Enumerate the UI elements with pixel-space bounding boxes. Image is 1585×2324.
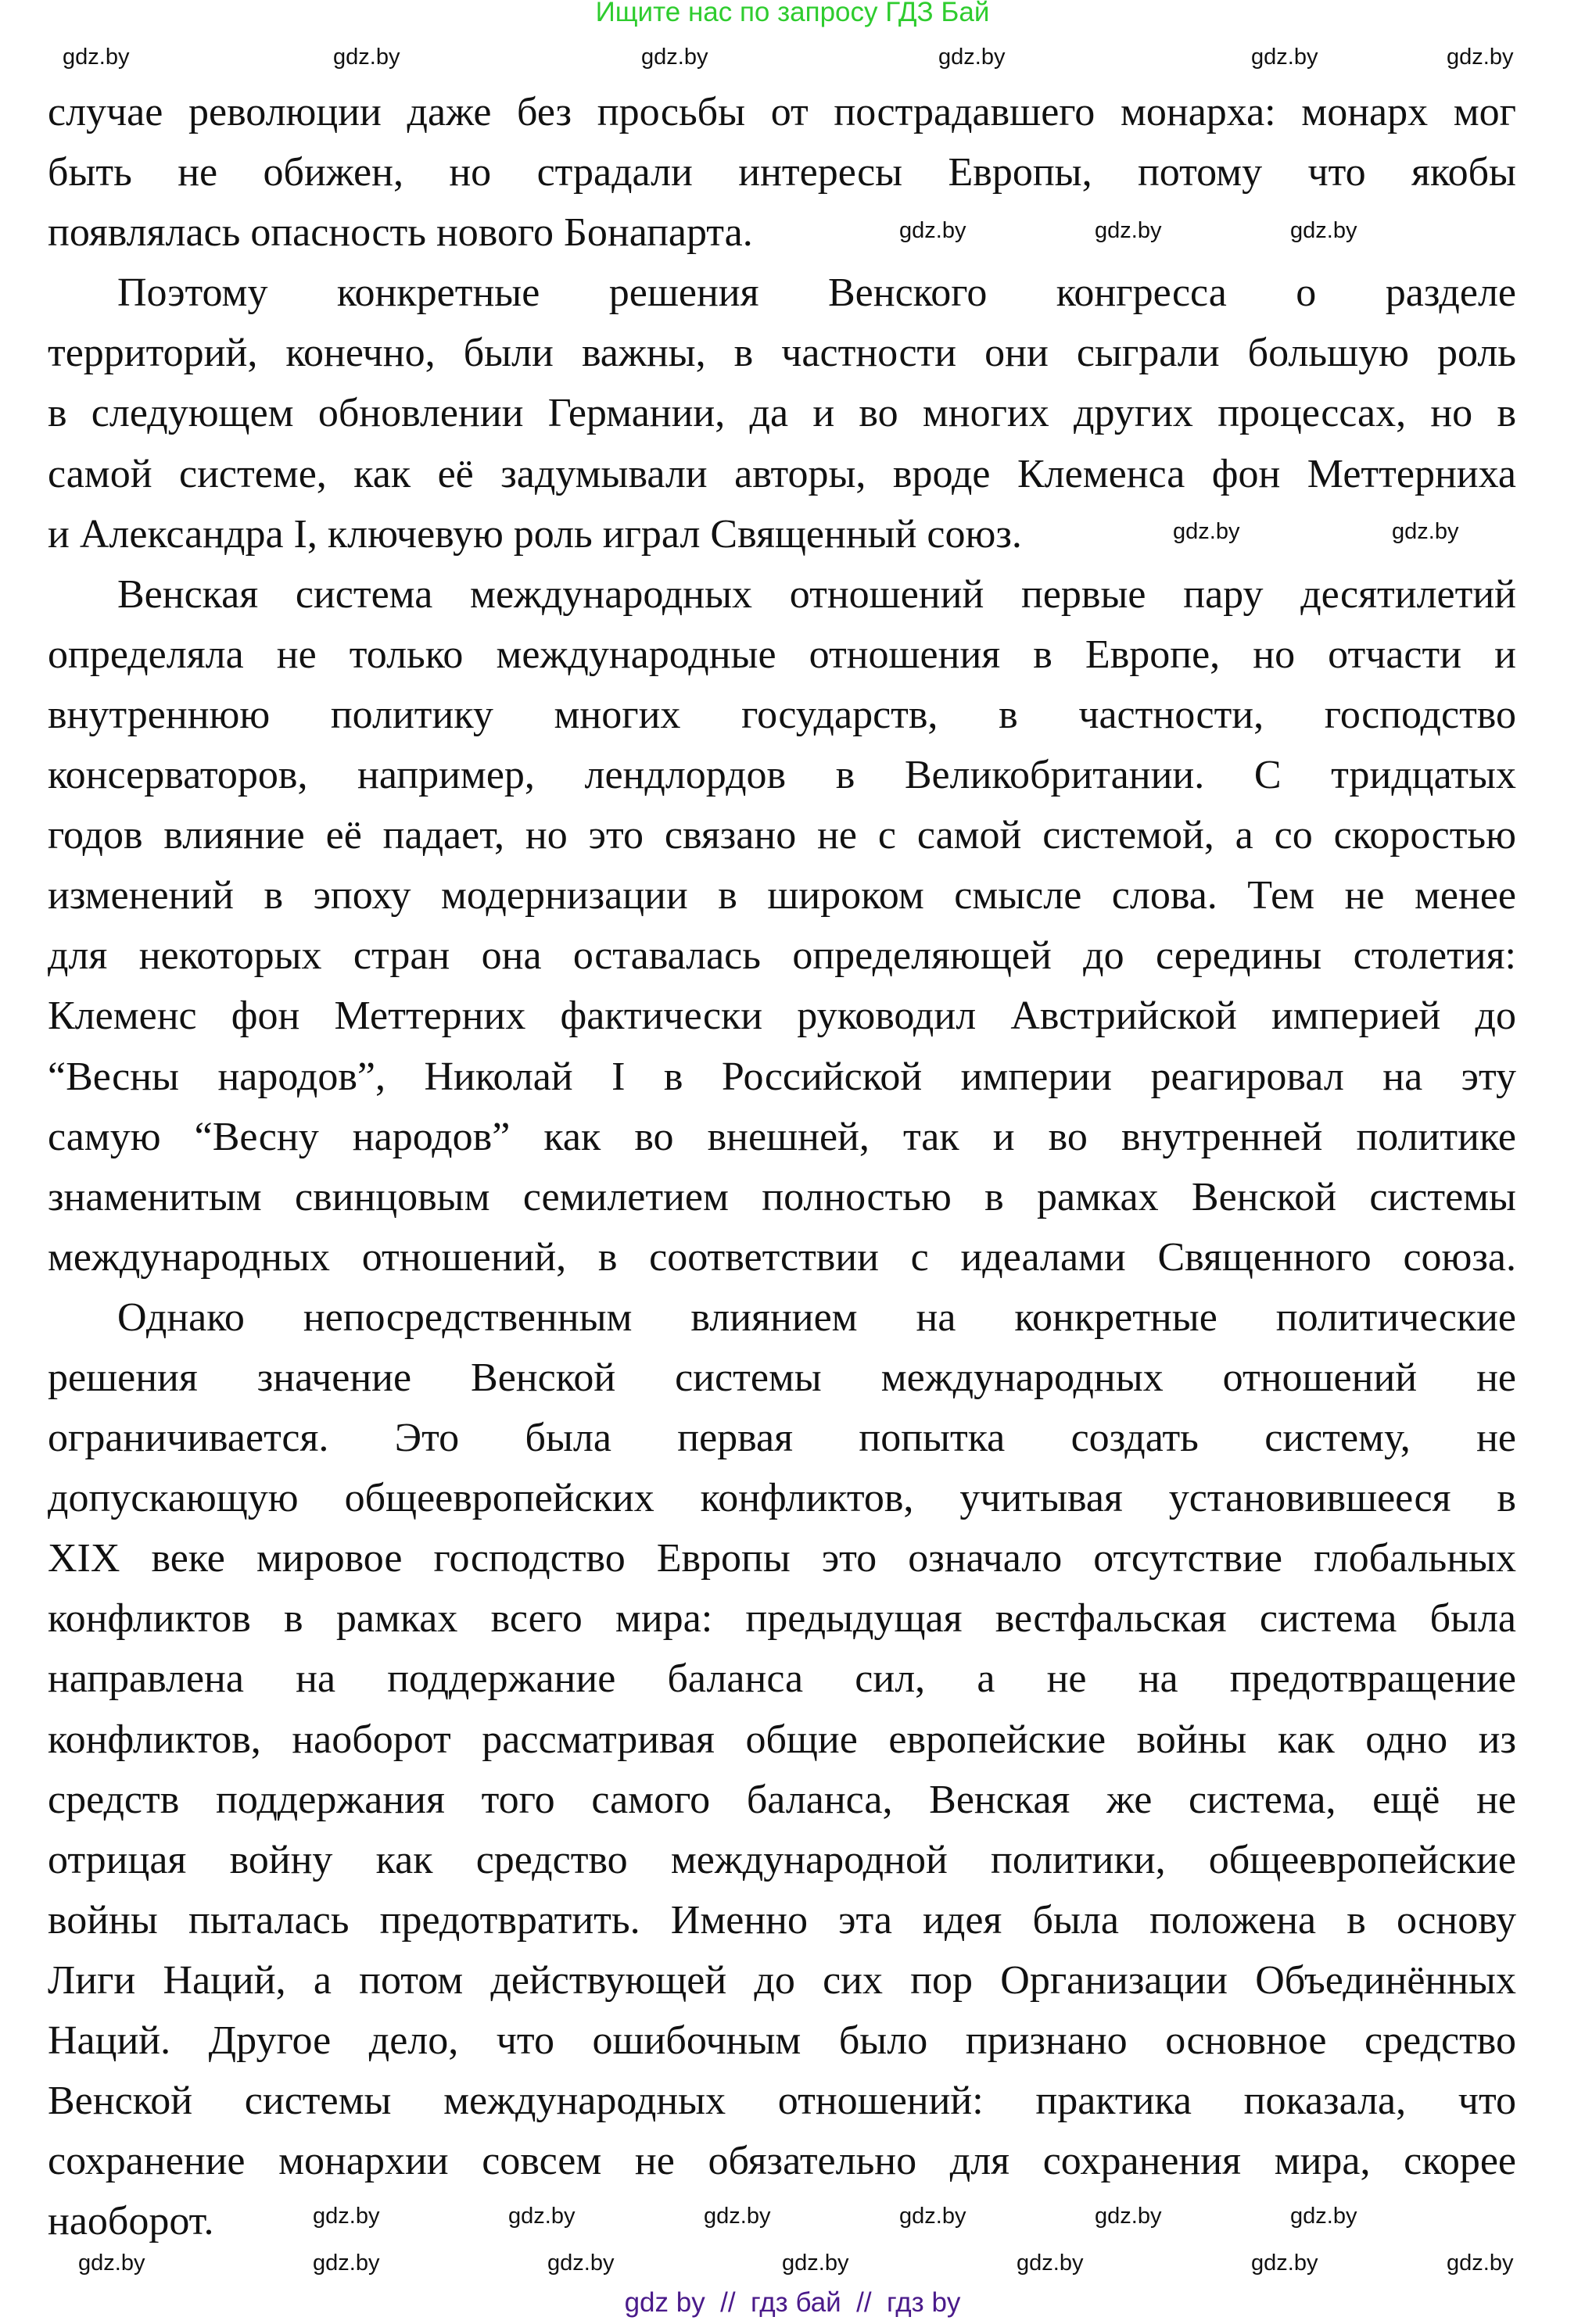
watermark-text: gdz.by	[508, 2204, 576, 2229]
text-line: определяла не только международные отношения в Европе, но отчасти и	[48, 632, 1516, 677]
text-line: ограничивается. Это была первая попытка создать систему, не	[48, 1416, 1516, 1461]
text-line: в следующем обновлении Германии, да и во многих других процессах, но в	[48, 391, 1516, 436]
text-line: Наций. Другое дело, что ошибочным было признано основное средство	[48, 2018, 1516, 2063]
text-line: сохранение монархии совсем не обязательно для сохранения мира, скорее	[48, 2139, 1516, 2184]
watermark-text: gdz.by	[1447, 2251, 1514, 2276]
text-line: Клеменс фон Меттерних фактически руководил Австрийской империей до	[48, 994, 1516, 1039]
watermark-text: gdz.by	[899, 218, 966, 243]
text-line: знаменитым свинцовым семилетием полностью в рамках Венской системы	[48, 1174, 1516, 1219]
text-line: внутреннюю политику многих государств, в частности, господство	[48, 692, 1516, 737]
text-line: конфликтов, наоборот рассматривая общие европейские войны как одно из	[48, 1717, 1516, 1762]
text-line: Однако непосредственным влиянием на конкретные политические	[117, 1294, 1516, 1340]
text-line: “Весны народов”, Николай I в Российской империи реагировал на эту	[48, 1054, 1516, 1099]
watermark-text: gdz.by	[333, 45, 400, 70]
watermark-text: gdz.by	[313, 2251, 380, 2276]
text-line: допускающую общеевропейских конфликтов, учитывая установившееся в	[48, 1476, 1516, 1521]
text-line: и Александра I, ключевую роль играл Священный союз.	[48, 511, 1022, 557]
text-line: самую “Весну народов” как во внешней, так и во внутренней политике	[48, 1114, 1516, 1159]
watermark-text: gdz.by	[704, 2204, 771, 2229]
text-line: международных отношений, в соответствии с идеалами Священного союза.	[48, 1234, 1516, 1280]
text-line: конфликтов в рамках всего мира: предыдущая вестфальская система была	[48, 1596, 1516, 1642]
text-line: средств поддержания того самого баланса, Венская же система, ещё не	[48, 1777, 1516, 1822]
watermark-text: gdz.by	[641, 45, 708, 70]
watermark-text: gdz.by	[1095, 2204, 1162, 2229]
text-line: отрицая войну как средство международной политики, общеевропейские	[48, 1837, 1516, 1882]
footer-links[interactable]: gdz by // гдз бай // гдз by	[624, 2287, 961, 2318]
watermark-text: gdz.by	[1017, 2251, 1084, 2276]
document-body	[48, 82, 1516, 2251]
text-line: годов влияние её падает, но это связано не с самой системой, а со скоростью	[48, 813, 1516, 858]
watermark-text: gdz.by	[899, 2204, 966, 2229]
text-line: Лиги Наций, а потом действующей до сих пор Организации Объединённых	[48, 1957, 1516, 2003]
watermark-text: gdz.by	[1251, 2251, 1318, 2276]
watermark-text: gdz.by	[313, 2204, 380, 2229]
text-line: изменений в эпоху модернизации в широком смысле слова. Тем не менее	[48, 873, 1516, 918]
paragraph	[48, 1287, 1516, 2252]
watermark-text: gdz.by	[1290, 2204, 1357, 2229]
text-line: для некоторых стран она оставалась определяющей до середины столетия:	[48, 933, 1516, 979]
watermark-text: gdz.by	[1251, 45, 1318, 70]
text-line: Венская система международных отношений первые пару десятилетий	[117, 571, 1516, 617]
text-line: территорий, конечно, были важны, в частности они сыграли большую роль	[48, 331, 1516, 376]
watermark-text: gdz.by	[782, 2251, 849, 2276]
text-line: случае революции даже без просьбы от пострадавшего монарха: монарх мог	[48, 90, 1516, 134]
watermark-text: gdz.by	[938, 45, 1006, 70]
text-line: быть не обижен, но страдали интересы Европы, потому что якобы	[48, 150, 1516, 195]
watermark-text: gdz.by	[1095, 218, 1162, 243]
text-line: появлялась опасность нового Бонапарта.	[48, 210, 753, 256]
text-line: Поэтому конкретные решения Венского конгресса о разделе	[117, 270, 1516, 316]
watermark-text: gdz.by	[63, 45, 130, 70]
watermark-text: gdz.by	[1290, 218, 1357, 243]
watermark-text: gdz.by	[78, 2251, 145, 2276]
text-line: XIX веке мировое господство Европы это означало отсутствие глобальных	[48, 1536, 1516, 1581]
text-line: войны пыталась предотвратить. Именно эта идея была положена в основу	[48, 1897, 1516, 1943]
watermark-text: gdz.by	[1447, 45, 1514, 70]
text-line: наоборот.	[48, 2199, 214, 2244]
paragraph	[48, 564, 1516, 1287]
text-line: консерваторов, например, лендлордов в Великобритании. С тридцатых	[48, 753, 1516, 798]
text-line: направлена на поддержание баланса сил, а не на предотвращение	[48, 1656, 1516, 1702]
paragraph	[48, 263, 1516, 564]
text-line: решения значение Венской системы международных отношений не	[48, 1355, 1516, 1400]
watermark-text: gdz.by	[1392, 519, 1459, 544]
text-line: Венской системы международных отношений: практика показала, что	[48, 2079, 1516, 2124]
watermark-text: gdz.by	[1173, 519, 1240, 544]
watermark-text: gdz.by	[547, 2251, 615, 2276]
text-line: самой системе, как её задумывали авторы, вроде Клеменса фон Меттерниха	[48, 451, 1516, 496]
search-banner[interactable]: Ищите нас по запросу ГДЗ Бай	[595, 0, 990, 27]
